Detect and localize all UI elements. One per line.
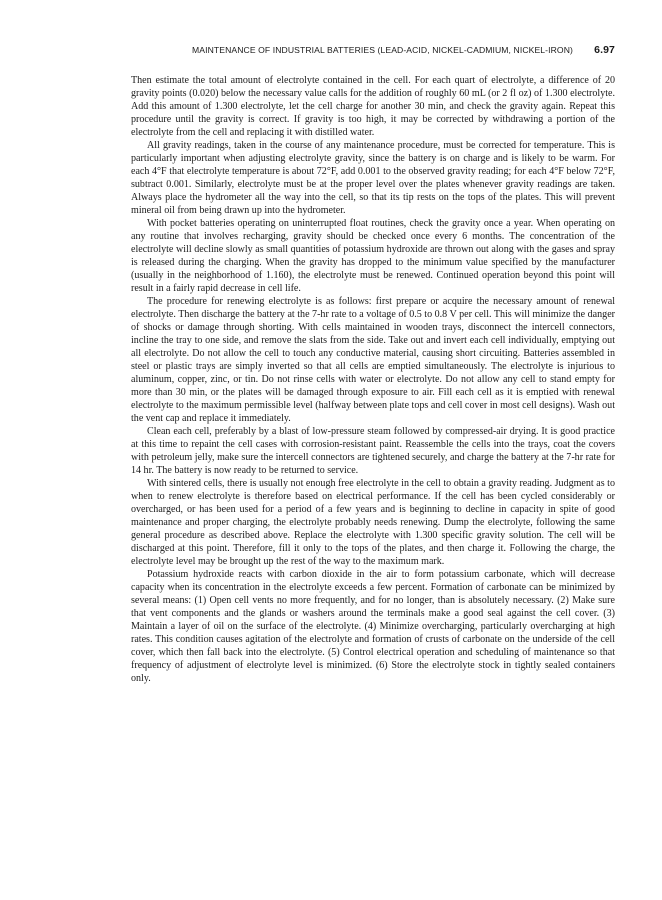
running-title: MAINTENANCE OF INDUSTRIAL BATTERIES (LEAD-ACID, NICKEL-CADMIUM, NICKEL-IRON) (192, 45, 573, 55)
paragraph-renewal-procedure: The procedure for renewing electrolyte is as follows: first prepare or acquire the necessary amount of renewal electrolyte. Then discharge the battery at the 7-hr rate to a voltage of 0.5 to 0.8 V per cell. This will minimize the danger of shocks or damage through shorting. With cells maintained in wooden trays, disconnect the intercell connectors, incline the tray to one side, and remove the slats from the side. Take out and invert each cell individually, emptying out all electrolyte. Do not allow the cell to touch any conductive material, causing short circuiting. Batteries assembled in steel or plastic trays are simply inverted so that all cells are emptied simultaneously. The electrolyte is injurious to aluminum, copper, zinc, or tin. Do not rinse cells with water or electrolyte. Do not allow any cell to stand empty for more than 30 min, or the plates will be damaged through exposure to air. Fill each cell as it is emptied with renewal electrolyte to the maximum permissible level (halfway between plate tops and cell cover in most cell designs). Wash out the vent cap and replace it immediately. (131, 296, 615, 424)
paragraph-continuation: Then estimate the total amount of electrolyte contained in the cell. For each quart of electrolyte, a difference of 20 gravity points (0.020) below the necessary value calls for the addition of roughly 60 mL (or 2 fl oz) of 1.300 electrolyte. Add this amount of 1.300 electrolyte, let the cell charge for another 30 min, and check the gravity again. Repeat this procedure until the gravity is correct. If gravity is too high, it may be corrected by withdrawing a portion of the electrolyte from the cell and replacing it with distilled water. (131, 75, 615, 138)
body-text (131, 74, 615, 685)
paragraph-cleaning: Clean each cell, preferably by a blast of low-pressure steam followed by compressed-air drying. It is good practice at this time to repaint the cell cases with corrosion-resistant paint. Reassemble the cells into the trays, coat the covers with petroleum jelly, make sure the intercell connectors are tightened securely, and charge the battery at the 7-hr rate for 14 hr. The battery is now ready to be returned to service. (131, 426, 615, 476)
paragraph-temperature-correction: All gravity readings, taken in the course of any maintenance procedure, must be corrected for temperature. This is particularly important when adjusting electrolyte gravity, since the battery is on charge and is likely to be warm. For each 4°F that electrolyte temperature is about 72°F, add 0.001 to the observed gravity reading; for each 4°F below 72°F, subtract 0.001. Similarly, electrolyte must be at the proper level over the plates whenever gravity readings are taken. Always place the hydrometer all the way into the cell, so that its tip rests on the tops of the plates. This will prevent mineral oil from being drawn up into the hydrometer. (131, 140, 615, 216)
paragraph-sintered-cells: With sintered cells, there is usually not enough free electrolyte in the cell to obtain a gravity reading. Judgment as to when to renew electrolyte is therefore based on electrical performance. If the cell has been cycled considerably or overcharged, or has been used for a period of a few years and is beginning to decline in capacity in spite of good maintenance and proper charging, the electrolyte probably needs renewing. Dump the electrolyte, following the same general procedure as described above. Replace the electrolyte with 1.300 specific gravity solution. The cell will be discharged at this point. Therefore, fill it only to the tops of the plates, and then charge it. Following the charge, the electrolyte level may be brought up the rest of the way to the maximum mark. (131, 478, 615, 567)
running-header (131, 44, 615, 58)
paragraph-pocket-batteries: With pocket batteries operating on uninterrupted float routines, check the gravity once a year. When operating on any routine that involves recharging, gravity should be checked once every 6 months. The concentration of the electrolyte will decline slowly as small quantities of potassium hydroxide are thrown out along with the gases and spray is released during the charging. When the gravity has dropped to the minimum value specified by the manufacturer (usually in the neighborhood of 1.160), the electrolyte must be renewed. Continued operation beyond this point will result in a fairly rapid decrease in cell life. (131, 218, 615, 294)
paragraph-carbonate: Potassium hydroxide reacts with carbon dioxide in the air to form potassium carbonate, which will decrease capacity when its concentration in the electrolyte exceeds a few percent. Formation of carbonate can be minimized by several means: (1) Open cell vents no more frequently, and for no longer, than is absolutely necessary. (2) Make sure that vent components and the glands or washers around the terminals make a good seal against the cell cover. (3) Maintain a layer of oil on the surface of the electrolyte. (4) Minimize overcharging, particularly overcharging at high rates. This condition causes agitation of the electrolyte and formation of crusts of carbonate on the underside of the cell cover, which then fall back into the electrolyte. (5) Control electrical operation and scheduling of maintenance so that frequency of adjustment of electrolyte level is minimized. (6) Store the electrolyte stock in tightly sealed containers only. (131, 569, 615, 684)
page-number: 6.97 (594, 44, 615, 56)
